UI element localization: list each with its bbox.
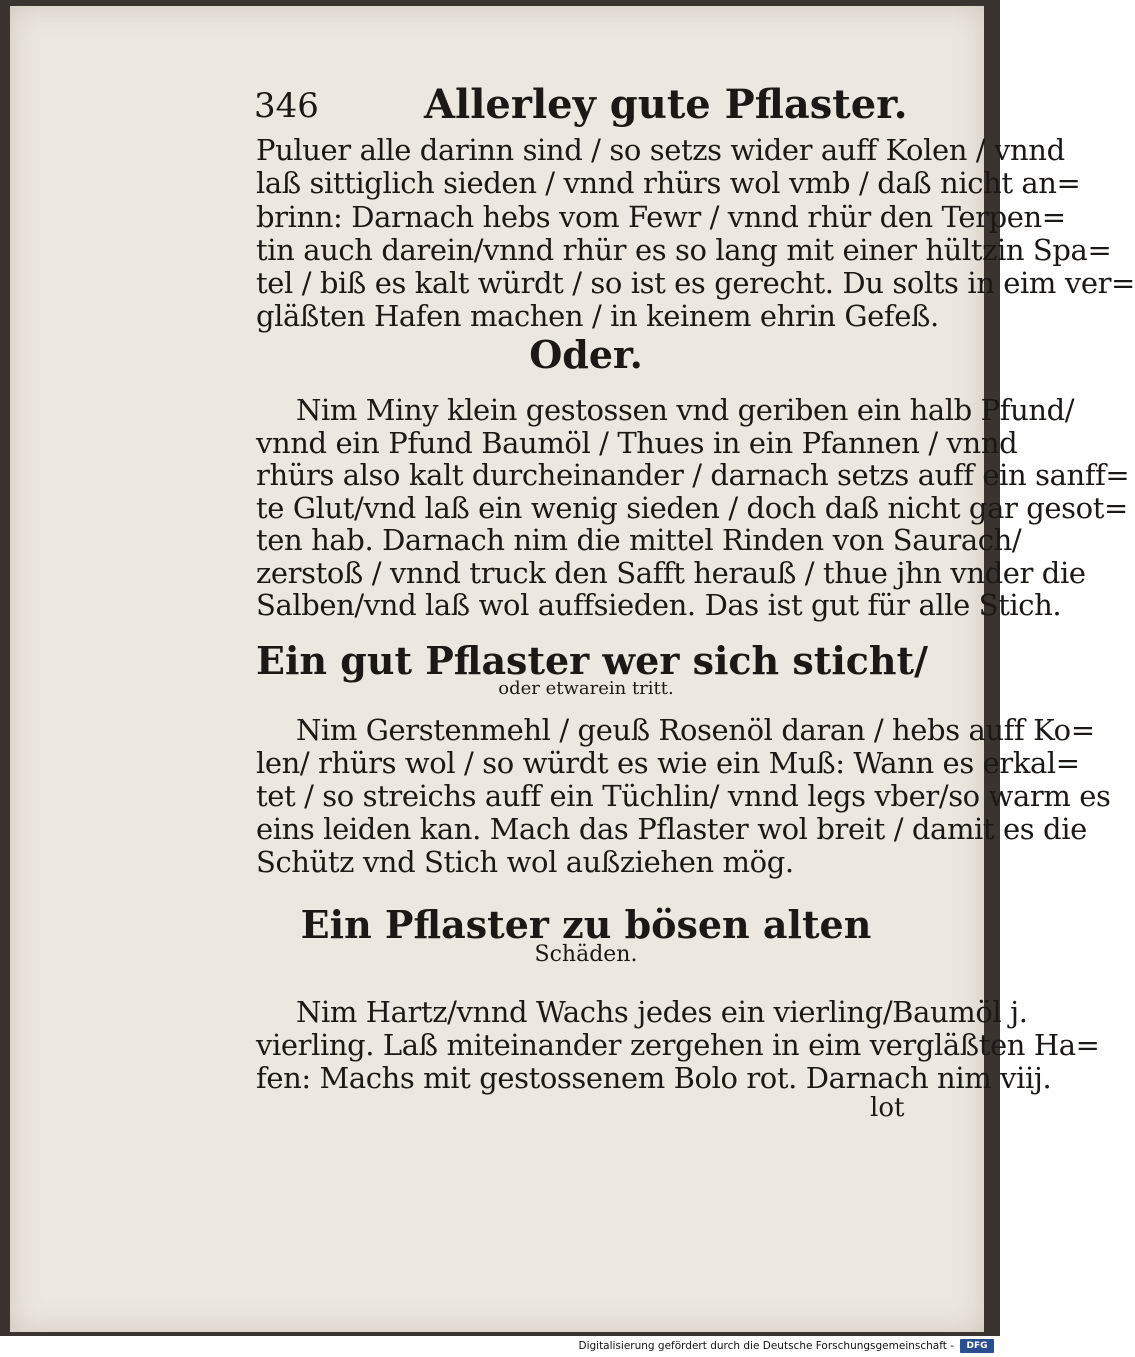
text-line: vnnd ein Pfund Baumöl / Thues in ein Pfannen / vnnd [256, 426, 1018, 460]
section-heading: Ein Pflaster zu bösen alten [300, 902, 872, 947]
page-header [254, 78, 914, 134]
book-page [10, 6, 1135, 1332]
text-line: eins leiden kan. Mach das Pflaster wol breit / damit es die [256, 812, 1087, 846]
text-line: zerstoß / vnnd truck den Safft herauß / thue jhn vnder die [256, 556, 1086, 590]
text-line: tet / so streichs auff ein Tüchlin/ vnnd legs vber/so warm es [256, 779, 1111, 813]
text-line: brinn: Darnach hebs vom Fewr / vnnd rhür den Terpen= [256, 200, 1066, 234]
text-line: laß sittiglich sieden / vnnd rhürs wol vmb / daß nicht an= [256, 166, 1081, 200]
text-line: Nim Hartz/vnnd Wachs jedes ein vierling/Baumöl j. [296, 995, 1028, 1029]
text-line: Nim Gerstenmehl / geuß Rosenöl daran / hebs auff Ko= [296, 713, 1095, 747]
text-line: gläßten Hafen machen / in keinem ehrin Gefeß. [256, 299, 939, 333]
section-subheading: Schäden. [534, 942, 638, 967]
text-line: Nim Miny klein gestossen vnd geriben ein halb Pfund/ [296, 393, 1075, 427]
section-heading: Oder. [529, 332, 643, 377]
text-line: len/ rhürs wol / so würdt es wie ein Muß: Wann es erkal= [256, 746, 1080, 780]
text-line: tel / biß es kalt würdt / so ist es gerecht. Du solts in eim ver= [256, 266, 1135, 300]
text-line: ten hab. Darnach nim die mittel Rinden von Saurach/ [256, 523, 1022, 557]
footer-credit: Digitalisierung gefördert durch die Deutsche Forschungsgemeinschaft - [578, 1340, 954, 1352]
running-title: Allerley gute Pflaster. [424, 81, 908, 128]
section-heading: Ein gut Pflaster wer sich sticht/ [256, 638, 928, 683]
text-line: Puluer alle darinn sind / so setzs wider auff Kolen / vnnd [256, 133, 1065, 167]
text-line: fen: Machs mit gestossenem Bolo rot. Darnach nim viij. [256, 1061, 1052, 1095]
section-subheading: oder etwarein tritt. [498, 678, 674, 699]
text-line: Salben/vnd laß wol auffsieden. Das ist gut für alle Stich. [256, 588, 1062, 622]
text-line: te Glut/vnd laß ein wenig sieden / doch daß nicht gar gesot= [256, 491, 1128, 525]
text-line: tin auch darein/vnnd rhür es so lang mit einer hültzin Spa= [256, 233, 1112, 267]
page-number: 346 [254, 86, 319, 126]
text-line: Schütz vnd Stich wol außziehen mög. [256, 845, 794, 879]
text-line: vierling. Laß miteinander zergehen in eim vergläßten Ha= [256, 1028, 1100, 1062]
dfg-logo-icon: DFG [960, 1339, 994, 1353]
text-line: rhürs also kalt durcheinander / darnach setzs auff ein sanff= [256, 458, 1130, 492]
catchword: lot [870, 1093, 905, 1123]
footer-bar [0, 1336, 1000, 1357]
